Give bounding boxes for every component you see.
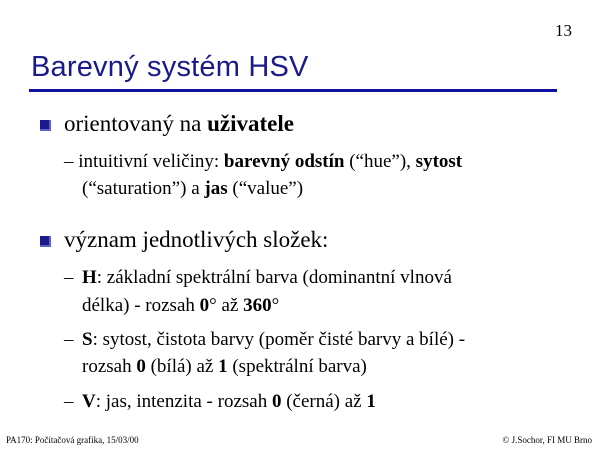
sub-text-bold: 1 — [218, 356, 228, 377]
slide-number: 13 — [555, 21, 572, 40]
sub-text: (černá) až — [281, 391, 367, 412]
sub-text: rozsah — [82, 356, 137, 377]
sub-text: délka) - rozsah — [82, 295, 200, 316]
dash: – — [64, 267, 74, 288]
component-key: S — [82, 329, 93, 350]
sub-text-bold: 360 — [243, 295, 272, 316]
sub-text: (“value”) — [227, 178, 304, 199]
slide-title: Barevný systém HSV — [31, 51, 309, 83]
sub-text: (“saturation”) a — [82, 178, 205, 199]
sub-text: (spektrální barva) — [227, 356, 367, 377]
bullet-2-sub-1-line-2 — [82, 294, 279, 318]
component-key: V — [82, 391, 96, 412]
sub-text-bold: 0 — [136, 356, 146, 377]
sub-text-bold: 0 — [271, 391, 282, 412]
bullet-2-sub-2-line-2 — [82, 355, 367, 379]
footer-course: PA170: Počítačová grafika, 15/03/00 — [6, 435, 139, 445]
dash: – — [64, 329, 74, 350]
sub-text-bold: sytost — [415, 151, 463, 172]
sub-text: : sytost, čistota barvy (poměr čisté barvy a bílé) - — [92, 329, 466, 350]
bullet-1-text-bold: uživatele — [207, 111, 294, 136]
bullet-1-sub-line-2 — [82, 177, 303, 201]
sub-text-bold: 1 — [366, 391, 376, 412]
component-key: H — [82, 267, 97, 288]
sub-text: : jas, intenzita - rozsah — [95, 391, 272, 412]
bullet-2-sub-3-line-1 — [64, 390, 376, 414]
sub-text: ° — [271, 295, 280, 316]
sub-text: (bílá) až — [145, 356, 219, 377]
sub-text-bold: 0 — [199, 295, 210, 316]
footer-copyright: © J.Sochor, FI MU Brno — [502, 435, 592, 445]
sub-text: – intuitivní veličiny: — [64, 151, 224, 172]
sub-text-bold: barevný odstín — [223, 151, 345, 172]
dash: – — [64, 391, 74, 412]
title-underline — [29, 89, 557, 92]
sub-text-bold: jas — [204, 178, 228, 199]
sub-text: : základní spektrální barva (dominantní vlnová — [96, 267, 452, 288]
bullet-square-icon — [40, 236, 51, 247]
bullet-1-text — [64, 111, 294, 137]
bullet-2-sub-1-line-1 — [64, 266, 452, 290]
bullet-2-text: význam jednotlivých složek: — [64, 227, 329, 252]
bullet-2-sub-2-line-1 — [64, 328, 465, 352]
sub-text: (“hue”), — [344, 151, 416, 172]
bullet-square-icon — [40, 120, 51, 131]
sub-text: ° až — [209, 295, 244, 316]
bullet-1-sub-line-1 — [64, 150, 462, 174]
bullet-1-text-normal: orientovaný na — [64, 111, 208, 136]
